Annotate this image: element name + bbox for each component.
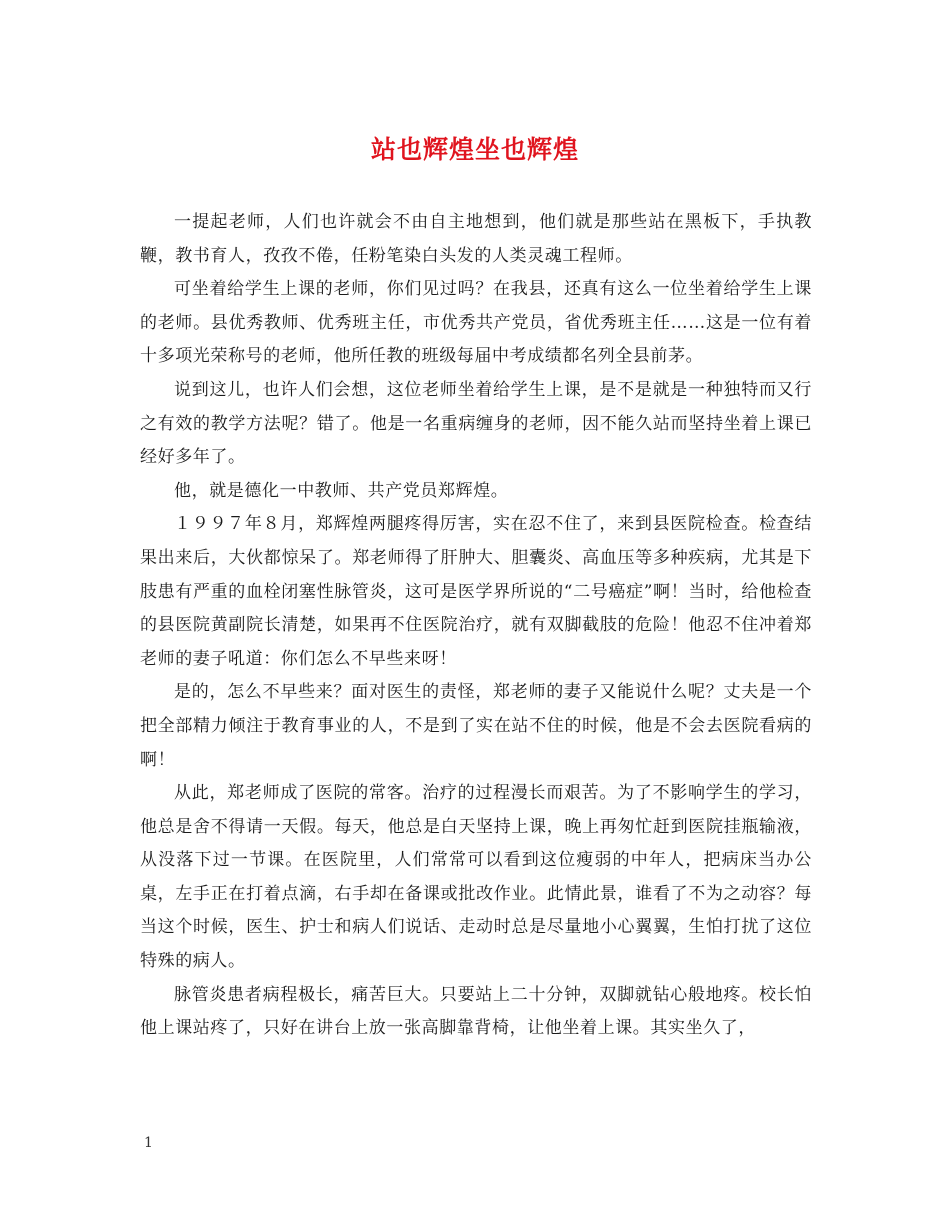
document-title: 站也辉煌坐也辉煌 bbox=[370, 135, 579, 164]
paragraph: 说到这儿，也许人们会想，这位老师坐着给学生上课，是不是就是一种独特而又行之有效的教学方法呢？错了。他是一名重病缠身的老师，因不能久站而坚持坐着上课已经好多年了。 bbox=[140, 379, 812, 468]
paragraph: １９９７年８月，郑辉煌两腿疼得厉害，实在忍不住了，来到县医院检查。检查结果出来后，大伙都惊呆了。郑老师得了肝肿大、胆囊炎、高血压等多种疾病，尤其是下肢患有严重的血栓闭塞性脉管炎，这可是医学界所说的“二号癌症”啊！当时，给他检查的县医院黄副院长清楚，如果再不住医院治疗，就有双脚截肢的危险！他忍不住冲着郑老师的妻子吼道：你们怎么不早些来呀！ bbox=[140, 514, 812, 669]
paragraph: 从此，郑老师成了医院的常客。治疗的过程漫长而艰苦。为了不影响学生的学习，他总是舍不得请一天假。每天，他总是白天坚持上课，晚上再匆忙赶到医院挂瓶输液，从没落下过一节课。在医院里，人们常常可以看到这位瘦弱的中年人，把病床当办公桌，左手正在打着点滴，右手却在备课或批改作业。此情此景，谁看了不为之动容？每当这个时候，医生、护士和病人们说话、走动时总是尽量地小心翼翼，生怕打扰了这位特殊的病人。 bbox=[140, 783, 812, 972]
paragraph: 可坐着给学生上课的老师，你们见过吗？在我县，还真有这么一位坐着给学生上课的老师。县优秀教师、优秀班主任，市优秀共产党员，省优秀班主任……这是一位有着十多项光荣称号的老师，他所任教的班级每届中考成绩都名列全县前茅。 bbox=[140, 279, 812, 367]
paragraph: 脉管炎患者病程极长，痛苦巨大。只要站上二十分钟，双脚就钻心般地疼。校长怕他上课站疼了，只好在讲台上放一张高脚靠背椅，让他坐着上课。其实坐久了， bbox=[140, 984, 812, 1039]
paragraph: 他，就是德化一中教师、共产党员郑辉煌。 bbox=[174, 480, 509, 501]
document-body bbox=[140, 206, 812, 1046]
page-number: 1 bbox=[144, 1135, 153, 1151]
paragraph: 是的，怎么不早些来？面对医生的责怪，郑老师的妻子又能说什么呢？丈夫是一个把全部精力倾注于教育事业的人，不是到了实在站不住的时候，他是不会去医院看病的啊！ bbox=[140, 682, 812, 770]
paragraph: 一提起老师，人们也许就会不由自主地想到，他们就是那些站在黑板下，手执教鞭，教书育人，孜孜不倦，任粉笔染白头发的人类灵魂工程师。 bbox=[140, 212, 812, 266]
